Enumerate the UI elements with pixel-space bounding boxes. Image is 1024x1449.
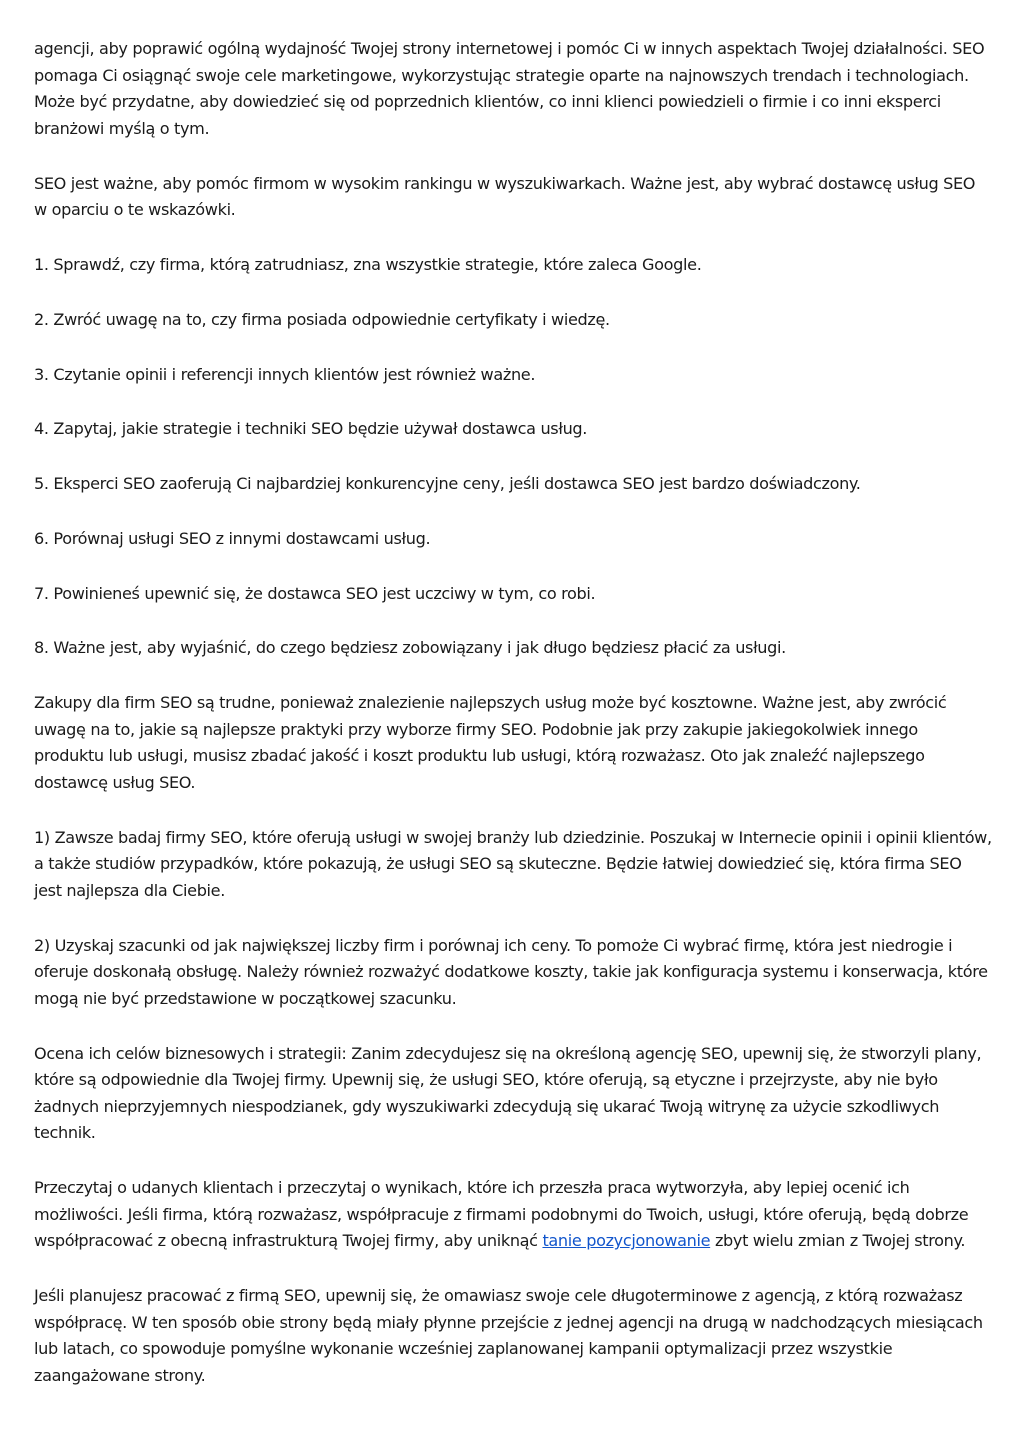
paragraph-read-clients [34,1175,992,1255]
list-item-3: 3. Czytanie opinii i referencji innych klientów jest również ważne. [34,364,536,384]
list-item-7: 7. Powinieneś upewnić się, że dostawca SEO jest uczciwy w tym, co robi. [34,583,596,603]
list-item-6: 6. Porównaj usługi SEO z innymi dostawcami usług. [34,528,431,548]
document-page [34,36,992,1418]
list-item-1: 1. Sprawdź, czy firma, którą zatrudniasz, zna wszystkie strategie, które zaleca Google. [34,254,702,274]
paragraph-read-clients-before: Przeczytaj o udanych klientach i przeczytaj o wynikach, które ich przeszła praca wytworzyła, aby lepiej ocenić ich możliwości. Jeśli firma, którą rozważasz, współpracuje z firmami podobnymi do Twoich, usługi, które oferują, będą dobrze współpracować z obecną infrastrukturą Twojej firmy, aby uniknąć [34,1178,969,1251]
list-item-2: 2. Zwróć uwagę na to, czy firma posiada odpowiednie certyfikaty i wiedzę. [34,309,610,329]
paragraph-seo-importance: SEO jest ważne, aby pomóc firmom w wysokim rankingu w wyszukiwarkach. Ważne jest, aby wybrać dostawcę usług SEO w oparciu o te wskazówki. [34,173,976,220]
list-item-8: 8. Ważne jest, aby wyjaśnić, do czego będziesz zobowiązany i jak długo będziesz płacić za usługi. [34,638,786,658]
tip-2-paragraph: 2) Uzyskaj szacunki od jak największej liczby firm i porównaj ich ceny. To pomoże Ci wybrać firmę, która jest niedrogie i oferuje doskonałą obsługę. Należy również rozważyć dodatkowe koszty, takie jak konfiguracja systemu i konserwacja, które mogą nie być przedstawione w początkowej szacunku. [34,935,988,1008]
paragraph-evaluate-goals: Ocena ich celów biznesowych i strategii: Zanim zdecydujesz się na określoną agencję SEO, upewnij się, że stworzyli plany, które są odpowiednie dla Twojej firmy. Upewnij się, że usługi SEO, które oferują, są etyczne i przejrzyste, aby nie było żadnych nieprzyjemnych niespodzianek, gdy wyszukiwarki zdecydują się ukarać Twoją witrynę za użycie szkodliwych technik. [34,1043,982,1143]
paragraph-intro-continued: agencji, aby poprawić ogólną wydajność Twojej strony internetowej i pomóc Ci w innych aspektach Twojej działalności. SEO pomaga Ci osiągnąć swoje cele marketingowe, wykorzystując strategie oparte na najnowszych trendach i technologiach. Może być przydatne, aby dowiedzieć się od poprzednich klientów, co inni klienci powiedzieli o firmie i co inni eksperci branżowi myślą o tym. [34,39,985,138]
tip-1-paragraph: 1) Zawsze badaj firmy SEO, które oferują usługi w swojej branży lub dziedzinie. Poszukaj w Internecie opinii i opinii klientów, a także studiów przypadków, które pokazują, że usługi SEO są skuteczne. Będzie łatwiej dowiedzieć się, która firma SEO jest najlepsza dla Ciebie. [34,827,992,900]
tanie-pozycjonowanie-link[interactable]: tanie pozycjonowanie [542,1231,711,1251]
paragraph-buying-seo: Zakupy dla firm SEO są trudne, ponieważ znalezienie najlepszych usług może być kosztowne. Ważne jest, aby zwrócić uwagę na to, jakie są najlepsze praktyki przy wyborze firmy SEO. Podobnie jak przy zakupie jakiegokolwiek innego produktu lub usługi, musisz zbadać jakość i koszt produktu lub usługi, którą rozważasz. Oto jak znaleźć najlepszego dostawcę usług SEO. [34,693,947,792]
paragraph-read-clients-after: zbyt wielu zmian z Twojej strony. [710,1231,966,1251]
paragraph-long-term-goals: Jeśli planujesz pracować z firmą SEO, upewnij się, że omawiasz swoje cele długoterminowe z agencją, z którą rozważasz współpracę. W ten sposób obie strony będą miały płynne przejście z jednej agencji na drugą w nadchodzących miesiącach lub latach, co spowoduje pomyślne wykonanie wcześniej zaplanowanej kampanii optymalizacji przez wszystkie zaangażowane strony. [34,1286,983,1385]
list-item-5: 5. Eksperci SEO zaoferują Ci najbardziej konkurencyjne ceny, jeśli dostawca SEO jest bardzo doświadczony. [34,474,861,494]
list-item-4: 4. Zapytaj, jakie strategie i techniki SEO będzie używał dostawca usług. [34,419,588,439]
